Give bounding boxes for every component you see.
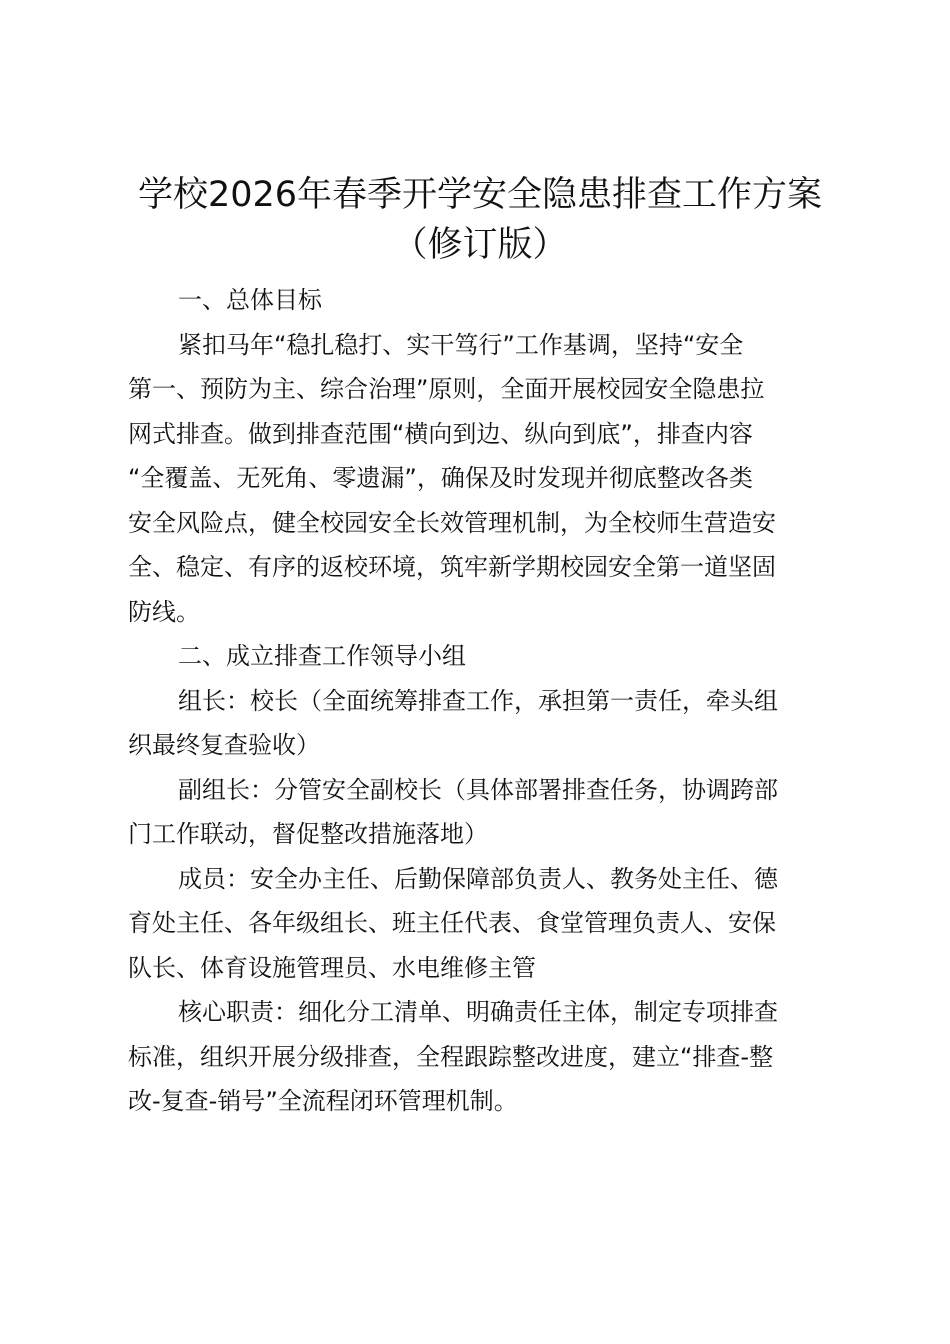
paragraph-line: “全覆盖、无死角、零遗漏”，确保及时发现并彻底整改各类: [128, 464, 753, 492]
paragraph-line: 组长：校长（全面统筹排查工作，承担第一责任，牵头组: [178, 686, 778, 715]
section-heading-goals: 一、总体目标: [178, 286, 322, 314]
paragraph-line: 核心职责：细化分工清单、明确责任主体，制定专项排查: [178, 998, 778, 1026]
paragraph-line: 全、稳定、有序的返校环境，筑牢新学期校园安全第一道坚固: [128, 553, 776, 581]
paragraph-line: 标准，组织开展分级排查，全程跟踪整改进度，建立“排查-整: [128, 1042, 774, 1071]
paragraph-line: 成员：安全办主任、后勤保障部负责人、教务处主任、德: [178, 864, 778, 893]
paragraph-line: 育处主任、各年级组长、班主任代表、食堂管理负责人、安保: [128, 909, 776, 937]
paragraph-duties: [128, 990, 832, 1124]
title-line-2: （修订版）: [392, 225, 568, 265]
paragraph-members: [128, 857, 832, 991]
paragraph-line: 改-复查-销号”全流程闭环管理机制。: [128, 1087, 518, 1115]
paragraph-line: 副组长：分管安全副校长（具体部署排查任务，协调跨部: [178, 775, 778, 804]
document-body: [128, 278, 832, 1124]
paragraph-line: 安全风险点，健全校园安全长效管理机制，为全校师生营造安: [128, 508, 776, 537]
paragraph-line: 织最终复查验收）: [128, 731, 320, 759]
paragraph-leader: [128, 679, 832, 768]
paragraph-line: 队长、体育设施管理员、水电维修主管: [128, 953, 536, 982]
document-title: [110, 170, 850, 270]
section-heading-leadership: 二、成立排查工作领导小组: [178, 642, 466, 670]
paragraph-goals: [128, 323, 832, 635]
paragraph-line: 门工作联动，督促整改措施落地）: [128, 820, 488, 848]
paragraph-deputy: [128, 768, 832, 857]
title-line-1: 学校2026年春季开学安全隐患排查工作方案: [137, 175, 823, 215]
paragraph-line: 网式排查。做到排查范围“横向到边、纵向到底”，排查内容: [128, 419, 753, 448]
paragraph-line: 防线。: [128, 597, 200, 626]
paragraph-line: 第一、预防为主、综合治理”原则，全面开展校园安全隐患拉: [128, 375, 765, 403]
paragraph-line: 紧扣马年“稳扎稳打、实干笃行”工作基调，坚持“安全: [178, 330, 744, 359]
